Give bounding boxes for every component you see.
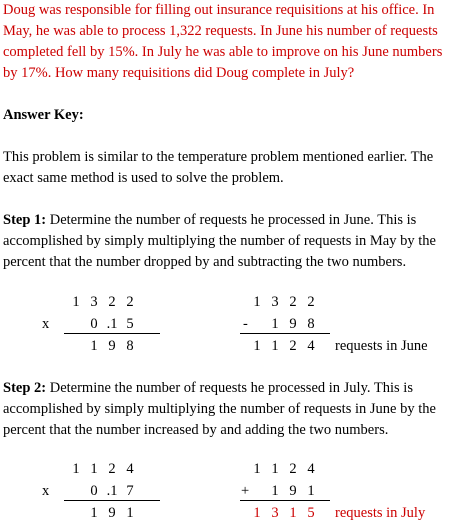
calc1-mult-rule: [64, 333, 160, 334]
calc1-sub-operator: -: [243, 316, 248, 332]
calc2-mult-operator: x: [42, 483, 50, 499]
calc2-add-addend: 1 9 1: [271, 483, 315, 499]
calc1-sub-result: 1 1 2 4: [253, 338, 315, 354]
june-result-label: requests in June: [335, 338, 428, 354]
step1-paragraph: [3, 210, 451, 273]
calc2-add-result: 1 3 1 5: [253, 505, 315, 521]
step2-paragraph: [3, 378, 451, 441]
step2-text: Determine the number of requests he processed in July. This is accomplished by simply multiplying the number of requests in June by the percent that the number increased by and adding the two numbers.: [3, 380, 436, 438]
calc1-sub-subtrahend: 1 9 8: [271, 316, 315, 332]
calc1-sub-top: 1 3 2 2: [253, 294, 315, 310]
july-result-label: requests in July: [335, 505, 426, 521]
calc1-mult-top: 1 3 2 2: [72, 294, 134, 310]
calc2-mult-rule: [64, 500, 160, 501]
calc2-add-rule: [240, 500, 330, 501]
calc2-mult-multiplier: 0 .1 7: [90, 483, 134, 499]
calc2-mult-result: 1 9 1: [90, 505, 134, 521]
calc2-mult-top: 1 1 2 4: [72, 461, 134, 477]
calc2-add-operator: +: [241, 483, 250, 499]
calc1-mult-multiplier: 0 .1 5: [90, 316, 134, 332]
calc1-mult-operator: x: [42, 316, 50, 332]
calc2-add-top: 1 1 2 4: [253, 461, 315, 477]
calc1-sub-rule: [240, 333, 330, 334]
step2-label: Step 2:: [3, 380, 47, 396]
answer-key-heading: Answer Key:: [3, 107, 84, 123]
step1-text: Determine the number of requests he processed in June. This is accomplished by simply multiplying the number of requests in May by the percent that the number dropped by and subtracting the two numbers.: [3, 212, 436, 270]
intro-text: This problem is similar to the temperature problem mentioned earlier. The exact same method is used to solve the problem.: [3, 149, 434, 186]
calc1-mult-result: 1 9 8: [90, 338, 134, 354]
step1-label: Step 1:: [3, 212, 47, 228]
problem-text: Doug was responsible for filling out insurance requisitions at his office. In May, he was able to process 1,322 requests. In June his number of requests completed fell by 15%. In July he was able to improve on his June numbers by 17%. How many requisitions did Doug complete in July?: [3, 2, 443, 81]
